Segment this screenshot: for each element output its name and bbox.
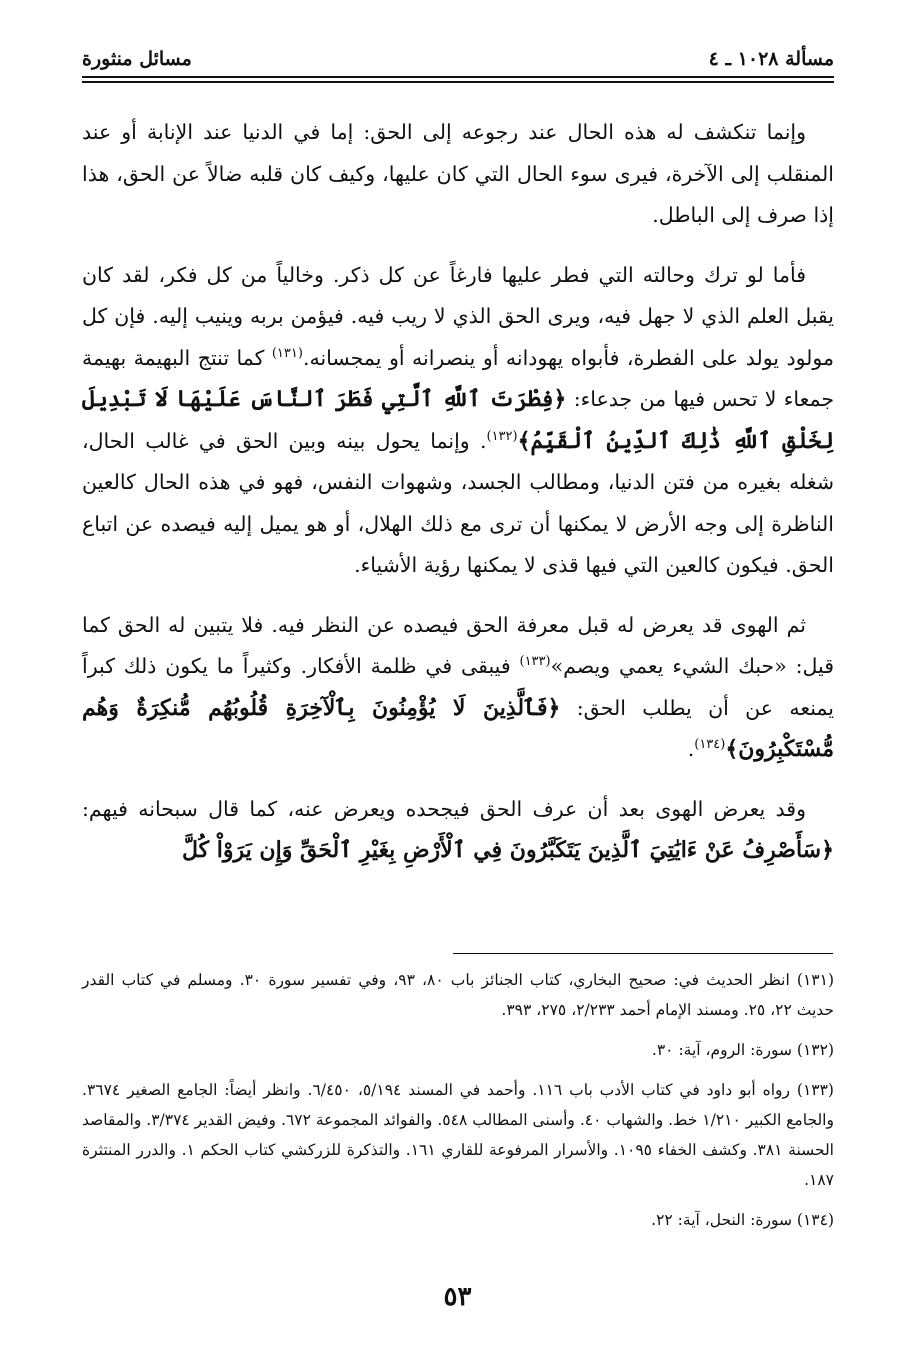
running-header (82, 40, 834, 70)
header-rule-bottom (82, 81, 834, 83)
body-text (82, 112, 834, 890)
paragraph-text: . وإنما يحول بينه وبين الحق في غالب الحال، شغله بغيره من فتن الدنيا، ومطالب الجسد، وشهوات النفس، فهو في هذه الحال كالعين الناظرة إلى وجه الأرض لا يمكنها أن ترى مع ذلك الهلال، أو هو يميل إليه فيصده عن اتباع الحق. فيكون كالعين التي فيها قذى لا يمكنها رؤية الأشياء. (82, 428, 834, 577)
footnote (82, 1075, 834, 1195)
footnote-text: سورة: النحل، آية: ٢٢. (651, 1211, 792, 1229)
footnote-ref: (١٣٣) (519, 654, 551, 670)
footnote-text: سورة: الروم، آية: ٣٠. (651, 1041, 792, 1059)
footnote-separator (453, 953, 833, 954)
quran-verse: ﴿فِطْرَتَ ٱللَّهِ ٱلَّتِي فَطَرَ ٱلنَّاسَ عَلَيْهَا لَا تَبْدِيلَ لِخَلْقِ ٱللَّهِ ذَٰلِكَ ٱلدِّينُ ٱلْقَيِّمُ﴾ (82, 386, 834, 454)
footnotes (82, 965, 834, 1245)
paragraph (82, 605, 834, 771)
footnote-ref: (١٣١) (271, 345, 303, 361)
paragraph-text: . (687, 737, 695, 761)
paragraph-text: فيبقى في ظلمة الأفكار. وكثيراً ما يكون ذلك كبراً يمنعه عن أن يطلب الحق: (82, 654, 834, 720)
footnote-number: (١٣٤) (796, 1211, 834, 1229)
quran-verse: ﴿فَٱلَّذِينَ لَا يُؤْمِنُونَ بِٱلْآخِرَةِ قُلُوبُهُم مُّنكِرَةٌ وَهُم مُّسْتَكْبِرُونَ﴾ (82, 694, 834, 762)
paragraph-text: فأما لو ترك وحالته التي فطر عليها فارغاً عن كل ذكر. وخالياً من كل فكر، لقد كان يقبل العلم الذي لا جهل فيه، ويرى الحق الذي لا ريب فيه. فيؤمن بربه وينيب إليه. فإن كل مولود يولد على الفطرة، فأبواه يهودانه أو ينصرانه أو يمجسانه. (82, 262, 835, 370)
issue-number: مسألة ١٠٢٨ ـ ٤ (708, 48, 834, 70)
quran-verse: ﴿سَأَصْرِفُ عَنْ ءَايَٰتِيَ ٱلَّذِينَ يَتَكَبَّرُونَ فِي ٱلْأَرْضِ بِغَيْرِ ٱلْحَقِّ وَإِن يَرَوْاْ كُلَّ (181, 837, 834, 863)
footnote (82, 1035, 834, 1065)
paragraph-text: وإنما تنكشف له هذه الحال عند رجوعه إلى الحق: إما في الدنيا عند الإنابة أو عند المنقلب إلى الآخرة، فيرى سوء الحال التي كان عليها، وكيف كان قلبه ضالاً عن الحق، هذا إذا صرف إلى الباطل. (82, 120, 834, 227)
footnote-ref: (١٣٢) (486, 428, 518, 444)
footnote-number: (١٣١) (796, 971, 835, 989)
footnote-number: (١٣٣) (796, 1081, 834, 1099)
book-title: مسائل منثورة (82, 48, 192, 70)
footnote-ref: (١٣٤) (694, 737, 726, 753)
paragraph-text: وقد يعرض الهوى بعد أن عرف الحق فيجحده ويعرض عنه، كما قال سبحانه فيهم: (82, 796, 806, 821)
footnote-number: (١٣٢) (796, 1041, 834, 1059)
page-number: ٥٣ (443, 1282, 472, 1312)
paragraph-text: ثم الهوى قد يعرض له قبل معرفة الحق فيصده عن النظر فيه. فلا يتبين له الحق كما قيل: «حبك الشيء يعمي ويصم» (82, 612, 834, 678)
footnote (82, 965, 834, 1025)
footnote (82, 1205, 834, 1235)
footnote-text: رواه أبو داود في كتاب الأدب باب ١١٦. وأحمد في المسند ٥/١٩٤، ٦/٤٥٠. وانظر أيضاً: الجامع الصغير ٣٦٧٤. والجامع الكبير ١/٢١٠ خط. والشهاب ٤٠. وأسنى المطالب ٥٤٨. والفوائد المجموعة ٦٧٢. وفيض القدير ٣/٣٧٤. والمقاصد الحسنة ٣٨١. وكشف الخفاء ١٠٩٥. والأسرار المرفوعة للقاري ١٦١. والتذكرة للزركشي كتاب الحكم ١. والدرر المنتثرة ١٨٧. (82, 1081, 834, 1189)
paragraph-text: كما تنتج البهيمة بهيمة جمعاء لا تحس فيها من جدعاء: (82, 345, 834, 411)
paragraph (82, 112, 834, 237)
header-rule-top (82, 76, 834, 78)
paragraph (82, 255, 834, 587)
footnote-text: انظر الحديث في: صحيح البخاري، كتاب الجنائز باب ٨٠، ٩٣، وفي تفسير سورة ٣٠. ومسلم في كتاب القدر حديث ٢٢، ٢٥. ومسند الإمام أحمد ٢/٢٣٣، ٢٧٥، ٣٩٣. (82, 971, 834, 1019)
paragraph (82, 789, 834, 872)
